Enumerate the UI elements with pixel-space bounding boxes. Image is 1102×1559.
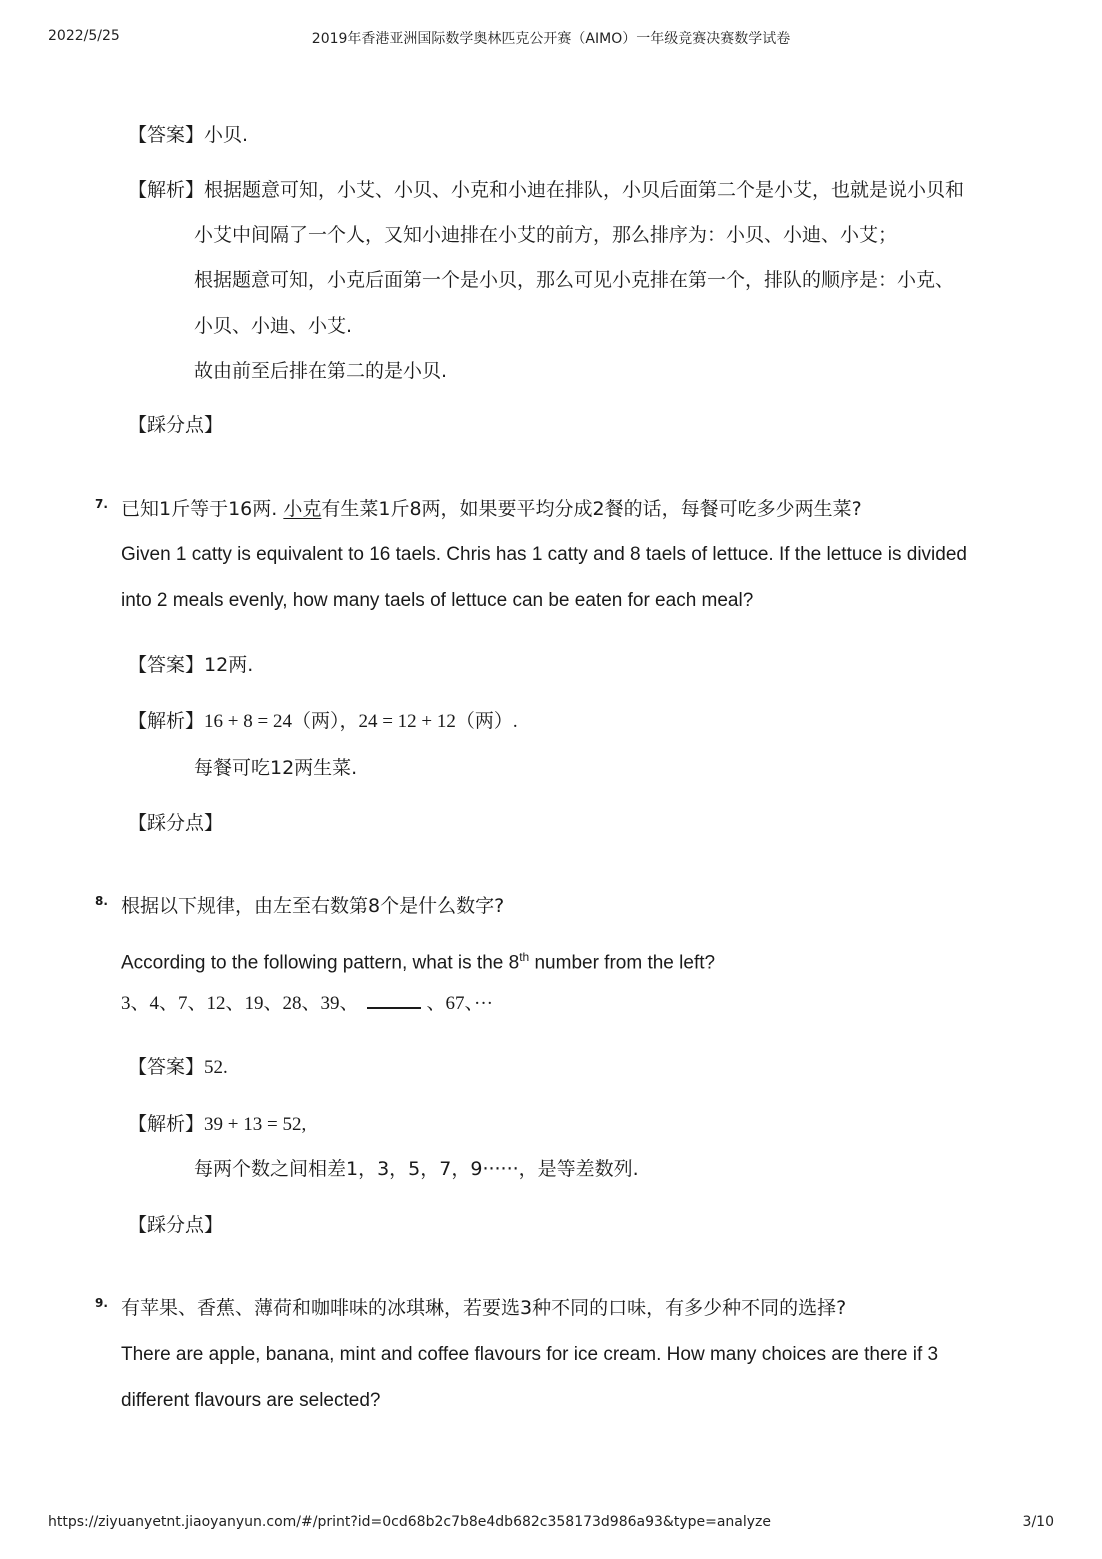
document-title: 2019年香港亚洲国际数学奥林匹克公开赛（AIMO）一年级竞赛决赛数学试卷 (311, 31, 791, 47)
analysis-label: 【解析】 (128, 710, 205, 732)
q7-question-en-line-2: into 2 meals evenly, how many taels of lettuce can be eaten for each meal? (121, 590, 754, 611)
q8-answer-text: 52. (204, 1057, 228, 1078)
q8-question-en (121, 943, 715, 977)
q9-question-zh: 有苹果、香蕉、薄荷和咖啡味的冰琪琳，若要选3种不同的口味，有多少种不同的选择? (121, 1297, 847, 1319)
q7-name-underlined: 小克 (283, 498, 322, 520)
q8-analysis-line-2: 每两个数之间相差1，3，5，7，9······，是等差数列. (194, 1158, 639, 1180)
q6-analysis-line-3: 根据题意可知，小克后面第一个是小贝，那么可见小克排在第一个，排队的顺序是：小克、 (194, 269, 955, 291)
q6-analysis-line-5: 故由前至后排在第二的是小贝. (194, 360, 448, 382)
q8-en-superscript: th (519, 950, 530, 964)
q7-number: 7. (95, 497, 108, 511)
q8-en-part-b: number from the left? (529, 952, 716, 974)
q8-sequence (121, 990, 493, 1018)
q7-analysis-line-2: 每餐可吃12两生菜. (194, 757, 358, 779)
q6-answer (128, 121, 248, 149)
q6-analysis-line-1: 根据题意可知，小艾、小贝、小克和小迪在排队，小贝后面第二个是小艾，也就是说小贝和 (204, 179, 965, 201)
q7-question-en-line-1: Given 1 catty is equivalent to 16 taels. Chris has 1 catty and 8 taels of lettuce. If the lettuce is divided (121, 544, 967, 565)
q7-answer-text: 12两. (204, 654, 254, 676)
answer-label: 【答案】 (128, 654, 205, 676)
q7-analysis-line-1: 16 + 8 = 24（两），24 = 12 + 12（两）. (204, 711, 518, 732)
q6-analysis-line-4: 小贝、小迪、小艾. (194, 315, 353, 337)
q8-answer-blank (367, 991, 421, 1009)
answer-label: 【答案】 (128, 124, 205, 146)
q8-sequence-part-b: 、67、··· (426, 993, 493, 1014)
q8-question-zh: 根据以下规律，由左至右数第8个是什么数字? (121, 895, 505, 917)
print-date: 2022/5/25 (48, 28, 120, 44)
q8-analysis-line-1: 39 + 13 = 52, (204, 1114, 307, 1135)
q6-answer-text: 小贝. (204, 124, 249, 146)
q9-question-en-line-1: There are apple, banana, mint and coffee flavours for ice cream. How many choices are there if 3 (121, 1344, 939, 1365)
q7-zh-part-b: 有生菜1斤8两，如果要平均分成2餐的话，每餐可吃多少两生菜? (321, 498, 862, 520)
page-number: 3/10 (1022, 1514, 1054, 1530)
q7-answer (128, 651, 253, 679)
q8-analysis (128, 1110, 306, 1139)
q6-analysis-line-2: 小艾中间隔了一个人，又知小迪排在小艾的前方，那么排序为：小贝、小迪、小艾； (194, 224, 898, 246)
q8-points-label: 【踩分点】 (128, 1214, 224, 1236)
q7-zh-part-a: 已知1斤等于16两. (121, 498, 278, 520)
q8-en-part-a: According to the following pattern, what is the 8 (121, 952, 520, 974)
q6-points-label: 【踩分点】 (128, 414, 224, 436)
answer-label: 【答案】 (128, 1056, 205, 1078)
q8-number: 8. (95, 894, 108, 908)
q9-question-en-line-2: different flavours are selected? (121, 1390, 381, 1411)
q8-sequence-part-a: 3、4、7、12、19、28、39、 (121, 993, 359, 1014)
q9-number: 9. (95, 1296, 108, 1310)
q7-analysis (128, 707, 518, 736)
q7-points-label: 【踩分点】 (128, 812, 224, 834)
analysis-label: 【解析】 (128, 179, 205, 201)
q7-question-zh (121, 495, 862, 523)
analysis-label: 【解析】 (128, 1113, 205, 1135)
q8-answer (128, 1053, 228, 1082)
source-url: https://ziyuanyetnt.jiaoyanyun.com/#/print?id=0cd68b2c7b8e4db682c358173d986a93&type=analyze (48, 1514, 772, 1530)
q6-analysis (128, 176, 964, 204)
